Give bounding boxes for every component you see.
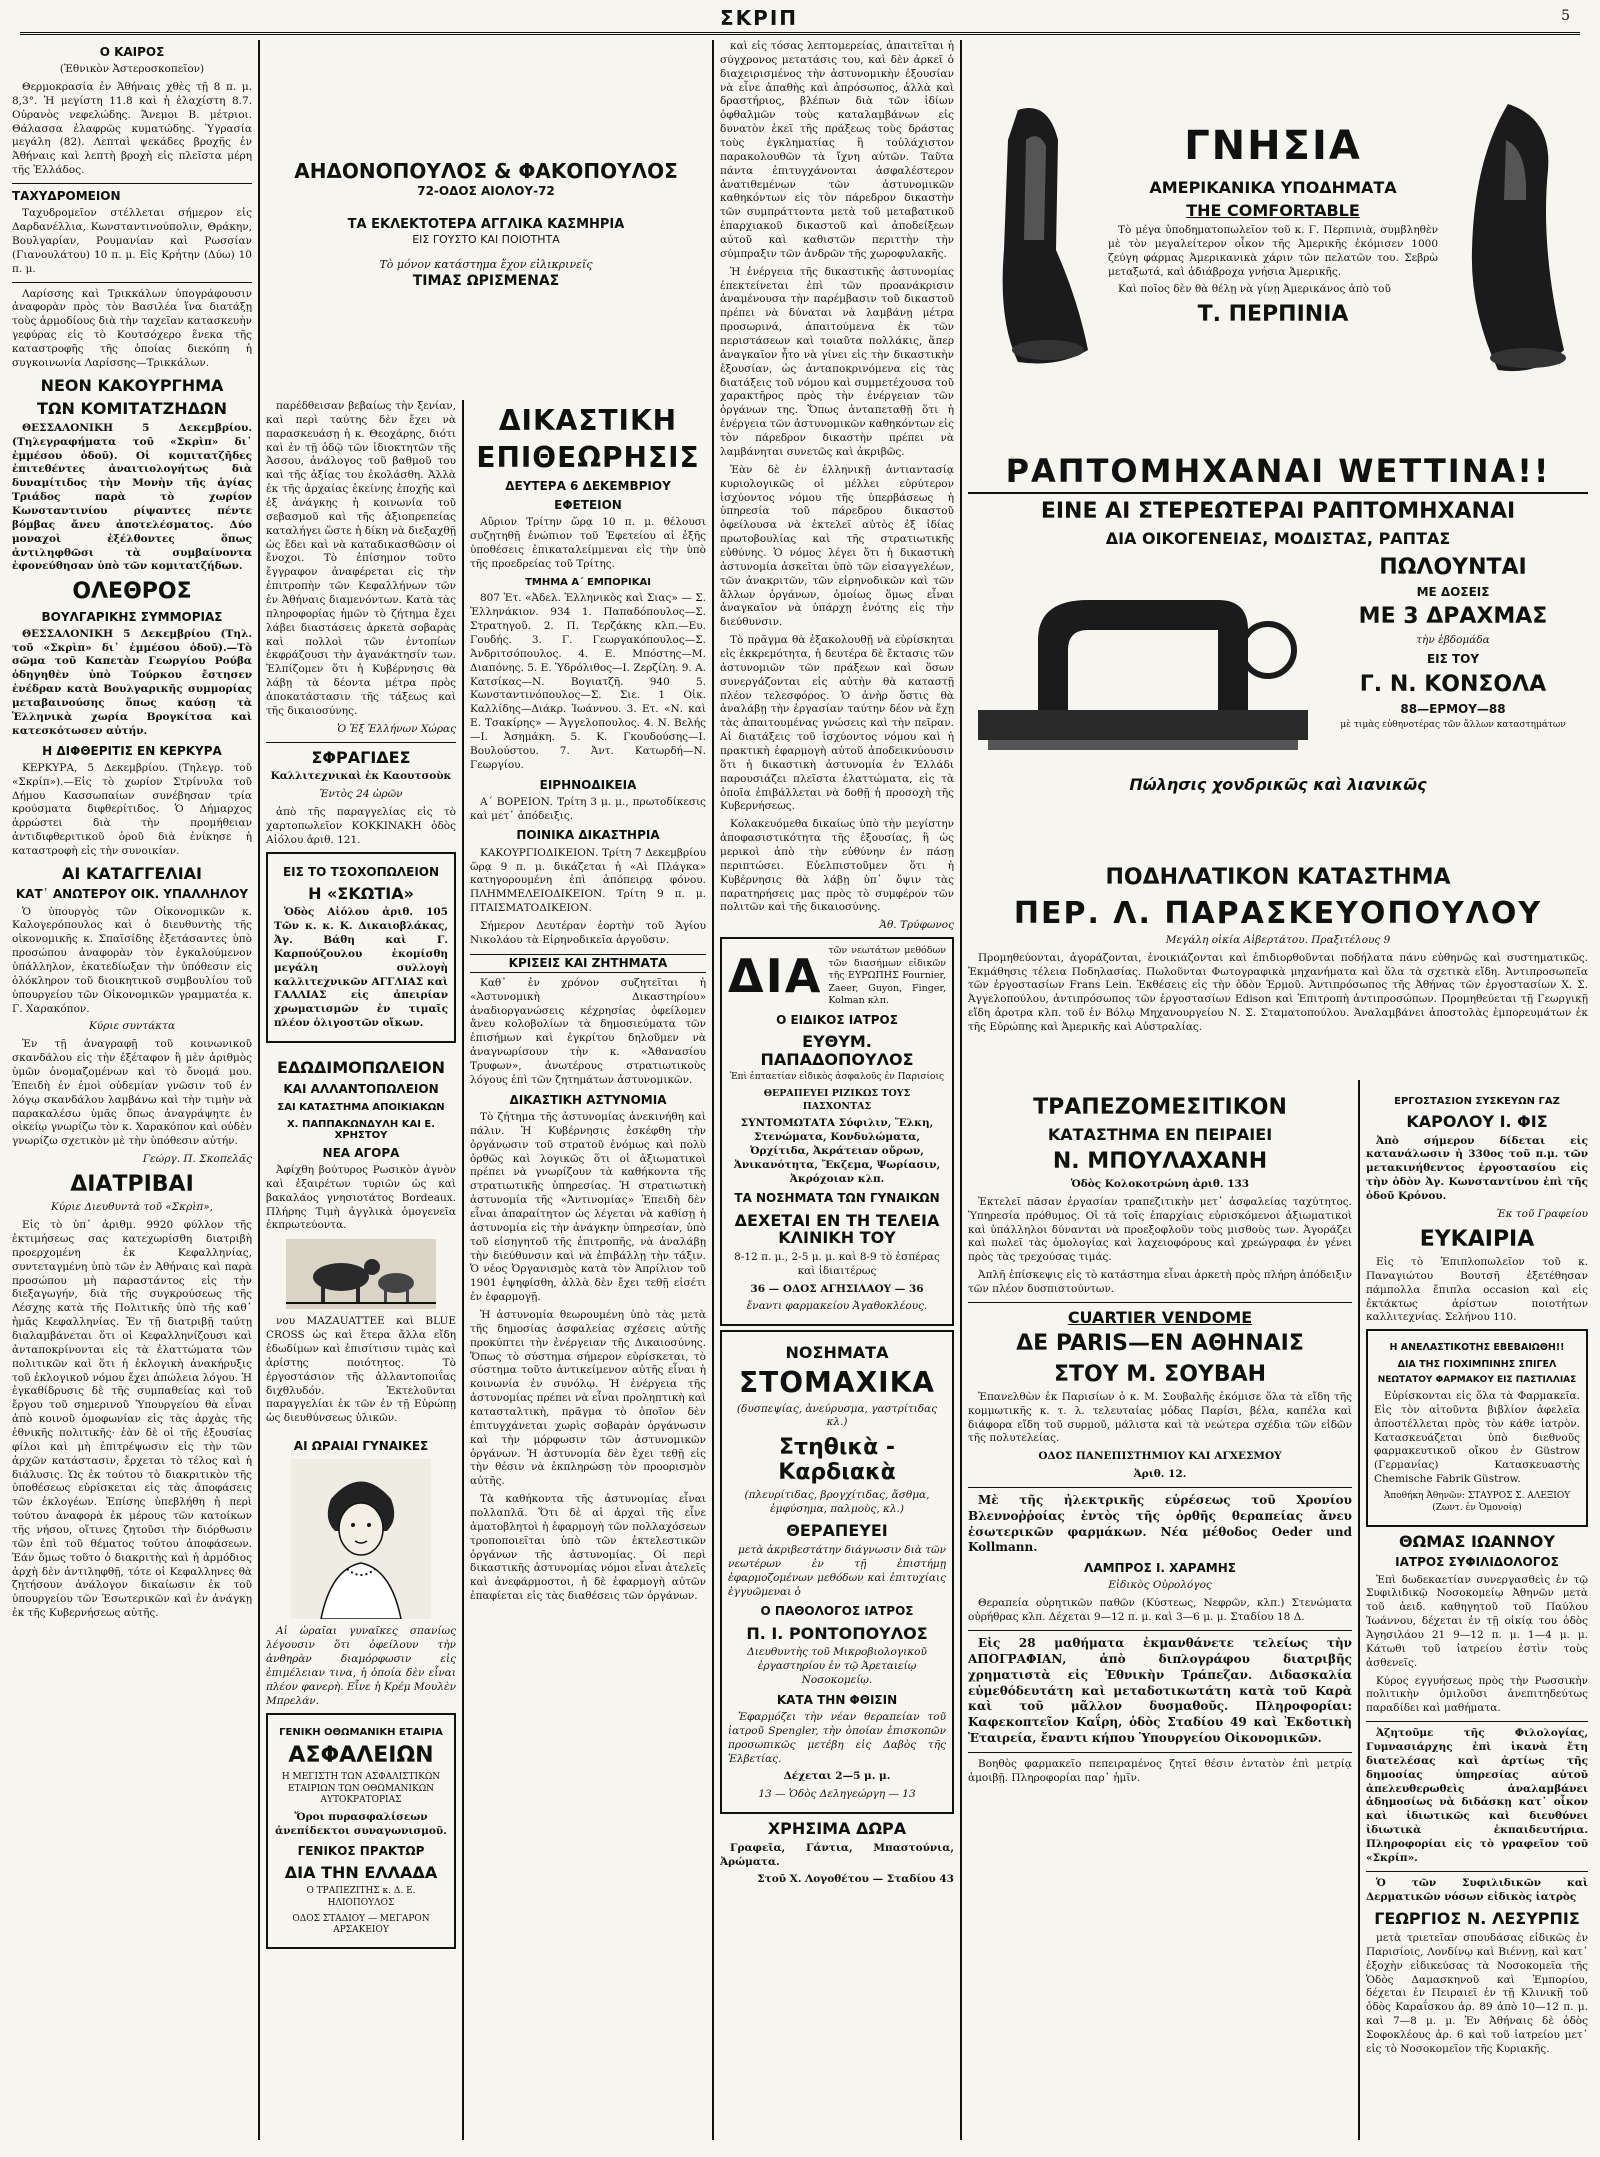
dikastiki-text: Αὔριον Τρίτην ὥρᾳ 10 π. μ. θέλουσι συζητηθῇ ἐνώπιον τοῦ Ἐφετείου αἱ ἑξῆς ὑποθέσεις ἐπικαταλείμμεναι εἰς τὴν ὑπὸ τῆς προεδρείας τοῦ Τρίτης. — [470, 515, 706, 570]
diatribai-text: Εἰς τὸ ὑπ᾽ ἀριθμ. 9920 φύλλον τῆς ἐκτιμήσεως σας κατεχωρίσθη διατριβὴ προερχομένη ἐκ Κεφαλληνίας, συντεταγμένη ὑπὸ τῶν ἐν Ἀθήναις καὶ παρὰ προσώπου μὴ παραστάντος εἰς τὴν διεξαγωγήν, διὰ τῆς συγκρούσεως τῆς Λέσχης κατὰ τῆς Πολιτικῆς ὑπὸ τῆς καθ᾽ ἡμᾶς Κεφαλληνίας. Ἐν τῇ διατριβῇ ταύτῃ διαλαμβάνεται ὅτι οἱ Κεφαλληνίζουσι καὶ ἀνταποκρίνονται εἰς τὰ ἐλαττώματα τῶν πολιτικῶν καὶ ὅτι ἡ ἐκλογικὴ ἀνακήρυξις τοῦ ἐκλογικοῦ νόμου ἔχει ἀπώλεια λόγου. Ἡ ἐγκαθίδρυσις δὲ τῆς συμπαθείας καὶ τοῦ ἔργου τοῦ σημερινοῦ Ὑπουργείου θὰ εἶναι ἀπὸ κοινοῦ ὁμοφωνίαν εἰς τὰς ἀρχὰς τῆς ἐθνικῆς πολιτικῆς· ἐὰν δὲ οἱ τῆς ἐξουσίας φίλοι καὶ μὴ ἐπιτρέψωσιν εἰς τὴν τῶν ἀρχῶν κατάστασιν, ἔρχεται τὸ τέλος καὶ ἡ διάλυσις. Ὡς ἐκ τούτου τὸ διακριτικὸν τῆς ὑποθέσεως εὑρίσκεται εἰς τὰς ἀποφάσεις τῶν ἐκλογέων. Ἐπίσης ὑπεβλήθη ἡ περὶ τούτου ἀναφορὰ ἐκ μέρους τῶν κατοίκων τῆς νήσου, οἵτινες ζητοῦσι τὴν διόρθωσιν τῶν ἐπὶ τοῦ θέματος τούτου ἀποφάσεων. Ἐάν ὅμως τοῦτο ὁ διακριτὴς καὶ ἡ ἀρμόδιος ἀρχὴ δὲν ἀντιληφθῇ, τότε οἱ Κεφαλληνες θὰ ζητήσουν ἀνάλογον δικαίωσιν ἐκ τοῦ ὑπουργείου τῶν Ἐσωτερικῶν καὶ ἐν ἀνάγκῃ ἐκ τῆς Κυβερνήσεως αὐτῆς. — [12, 1219, 252, 1620]
wettina-line1: ΕΙΝΕ ΑΙ ΣΤΕΡΕΩΤΕΡΑΙ ΡΑΠΤΟΜΗΧΑΝΑΙ — [1040, 499, 1516, 525]
ad-insurance — [266, 1713, 456, 1950]
philologos-text: Ἀζητοῦμε τῆς Φιλολογίας, Γυμνασιάρχης ἐπὶ ἱκανὰ ἔτη διατελέσας καὶ ἀρτίως τῆς δημοσίας ὑπηρεσίας αὐτοῦ ἀπελευθερωθεὶς ἀναλαμβάνει ἀδημοσίως νὰ διδάσκῃ κατ᾽ οἶκον καὶ ἰδιωτικῶς καὶ διευθύνει ἰδιωτικὰ ἐκπαιδευτήρια. Πληροφορίαι εἰς τὸ γραφεῖον τοῦ «Σκρίπ». — [1366, 1727, 1588, 1864]
quartier-text: Ἐπανελθὼν ἐκ Παρισίων ὁ κ. Μ. Σουβαλῆς ἐκόμισε ὅλα τὰ εἴδη τῆς κομμωτικῆς κ. τ. λ. τελευταίας μόδας Παρίσι, βέλα, καπέλα καὶ διάφορα εἴδη τοῦ συρμοῦ, μάλιστα καὶ τὰ νεώτερα σχέδια τῶν εἰδῶν τῆς πολυτελείας. — [968, 1390, 1352, 1445]
wettina-text-block — [1328, 550, 1578, 736]
doctor-text-4: ΤΑ ΝΟΣΗΜΑΤΑ ΤΩΝ ΓΥΝΑΙΚΩΝ — [734, 1191, 940, 1206]
insurance-text-2: Ὅροι πυρασφαλίσεων ἀνεπίδεκτοι συναγωνισμοῦ. — [275, 1811, 447, 1838]
lesvos-text: Ὁ τῶν Συφιλιδικῶν καὶ Δερματικῶν νόσων εἰδικὸς ἰατρὸς — [1366, 1876, 1588, 1903]
insurance-text-4: ΔΙΑ ΤΗΝ ΕΛΛΑΔΑ — [284, 1863, 438, 1883]
weather-source: (Ἐθνικὸν Ἀστεροσκοπεῖον) — [59, 63, 205, 76]
wettina-line6: τὴν ἑβδομάδα — [1416, 633, 1490, 646]
sfragides-title: ΣΦΡΑΓΙΔΕΣ — [311, 747, 411, 767]
ergost-text: Ἀπὸ σήμερον δίδεται εἰς κατανάλωσιν ἡ 330ος τοῦ π.μ. τῶν μετακινήθεντος ἐργοστασίου εἰς τὴν ὁδὸν Ἀγ. Κωνσταντίνου ἐπὶ τῆς ὁδοῦ Κρόνου. — [1366, 1134, 1588, 1203]
ad-bicycle — [968, 860, 1588, 1080]
shoes-title: ΓΝΗΣΙΑ — [1184, 123, 1362, 169]
stomaxika-title-3: Στηθικὰ - Καρδιακὰ — [778, 1435, 896, 1485]
sfragides-time: Ἐντὸς 24 ὡρῶν — [319, 788, 403, 801]
shoe-right-illustration — [1448, 100, 1578, 380]
column-rule — [1358, 1080, 1360, 2140]
cont-text-3: Ἐὰν δὲ ἐν ἑλληνικῇ ἀντιαντασίᾳ κυριολογικῶς οἱ μέλλει εὐρύτερον ἰσχύοντος νόμου τῆς ὑπερβάσεως ἡ ὑπηρεσία τοῦ πάρεδρου δικαστοῦ ὀφείλουσα νὰ ἐκτελεῖ αὐτὸς ἐξ ἰδίας πρωτοβουλίας καὶ τῆς στρατιωτικῆς εὐθύνης. Ὁ νόμος λέγει ὅτι ἡ δικαστικὴ ἀστυνομία ἀσκεῖται ὑπὸ τῶν εἰσαγγελέων, τῶν ἀνακριτῶν, τῶν εἰρηνοδικῶν καὶ τῶν ἄλλων ὀργάνων, ὁμοίως ὅμως εἶναι ἀναγκαῖον νὰ ὑπάρχῃ ἑνότης εἰς τὴν διεύθυνσιν. — [720, 463, 954, 629]
shoes-text-block — [1108, 120, 1438, 331]
kerkyra-text: ΚΕΡΚΥΡΑ, 5 Δεκεμβρίου. (Τηλεγρ. τοῦ «Σκρίπ»).—Εἰς τὸ χωρίον Στρίνυλα τοῦ Δήμου Κασσωπαίων συνέβησαν τρία κρούσματα διφθερίτιδος. Ὁ Δήμαρχος ἀρρώστει διὰ τὴν προμήθειαν ἀντιδιφθεριτικοῦ ὀροῦ διὰ ἐνίκησε ἡ καταστροφὴ εἰς τὴν συνοικίαν. — [12, 761, 252, 857]
dikastiki-title: ΔΙΚΑΣΤΙΚΗ — [498, 404, 678, 437]
spiegel-title: Η ΑΝΕΛΑΣΤΙΚΟΤΗΣ ΕΒΕΒΑΙΩΘΗ!! — [1389, 1342, 1565, 1354]
diatribai-title: ΔΙΑΤΡΙΒΑΙ — [70, 1172, 194, 1198]
shoe-left-illustration — [978, 100, 1098, 370]
xrisima-text: Γραφεῖα, Γάντια, Μπαστούνια, Ἀρώματα. — [720, 1841, 954, 1868]
doctor-title: Ο ΕΙΔΙΚΟΣ ΙΑΤΡΟΣ — [776, 1012, 898, 1027]
trapezo-address: Ὁδὸς Κολοκοτρώνη ἀριθ. 133 — [1070, 1177, 1250, 1190]
shoes-title-3: THE COMFORTABLE — [1186, 201, 1360, 221]
edod-title-4: Χ. ΠΑΠΠΑΚΩΝΔΥΛΗ ΚΑΙ Ε. ΧΡΗΣΤΟΥ — [286, 1118, 436, 1141]
xrisima-title: ΧΡΗΣΙΜΑ ΔΩΡΑ — [767, 1819, 907, 1839]
divider — [968, 1302, 1352, 1303]
ad-aidonopoulos-line4: ΤΙΜΑΣ ΩΡΙΣΜΕΝΑΣ — [412, 273, 560, 290]
hlektr-text: Μὲ τῆς ἠλεκτρικῆς εὑρέσεως τοῦ Χρονίου Βλεννοῤῥοίας ἐντὸς τῆς ὀρθῆς θεραπείας ἄνευ ἐσωτερικῶν φαρμάκων. Νέα μέθοδος Oeder und Kollmann. — [968, 1492, 1352, 1555]
eirinodikeia-text: Α΄ ΒΟΡΕΙΟΝ. Τρίτη 3 μ. μ., πρωτοδίκεσις καὶ μετ᾽ ἀπόδειξις. — [470, 795, 706, 822]
astynomia-text-3: Τὰ καθήκοντα τῆς ἀστυνομίας εἶναι πολλαπλᾶ. Ὅτι δὲ αἱ ἀρχαὶ τῆς εἶνε ἀματοβλητοὶ ἡ ἐφαρμογὴ τῶν πολλαχόσεων τροποποιεῖται ὑπὸ τῶν ἐκτελεστικῶν ὀργάνων τῆς ἀστυνομίας. Οἱ περὶ δικαστικῆς ἀστυνομίας νόμοι εἶναι ἀτελεῖς καὶ ἀνεφάρμοστοι, ἡ δὲ ἐφαρμογὴ αὐτῶν ἐπαφίεται εἰς τὰς διαθέσεις τῶν ὀργάνων. — [470, 1493, 706, 1603]
stomaxika-text-5: Ο ΠΑΘΟΛΟΓΟΣ ΙΑΤΡΟΣ — [760, 1604, 914, 1619]
spiegel-address: Ἀποθήκη Ἀθηνῶν: ΣΤΑΥΡΟΣ Σ. ΑΛΕΞΙΟΥ (Ζωντ. ἐν Ὁμονοίᾳ) — [1383, 1491, 1571, 1513]
dia-text: τῶν νεωτάτων μεθόδων τῶν διασήμων εἰδικῶν τῆς ΕΥΡΩΠΗΣ Fournier, Zaeer, Guyon, Finger, Kolman κλπ. — [828, 945, 946, 1007]
ad-aidonopoulos-line3: Τὸ μόνον κατάστημα ἔχον εἰλικρινεῖς — [379, 257, 593, 271]
bike-text: Προμηθεύονται, ἀγοράζονται, ἐνοικιάζονται καὶ ἐπιδιορθοῦνται ποδήλατα πάνυ εὐθηνῶς καὶ συστηματικῶς. Ἐκμάθησις τέλεια Ποδηλασίας. Πωλοῦνται Φωτογραφικὰ μηχανήματα καὶ ὅλα τὰ σχετικὰ εἴδη. Ἀντιπροσωπεῖα τῶν ἐργοστασίων Frans Lein. Ἐκθέσεις εἰς τὴν ὁδὸν Ἑρμοῦ. Ἀντιπρόσωπος τῆς Ἀθήνας τῶν ἐργοστασίων Χ. Σ. Ἀγγελοπούλου, ἀντιπρόσωπος τῶν ἐργοστασίων Edison καὶ Ἐπιτροπὴ ἀντιπροσώπων. Προμηθεύεται τῇ Γεωργικῇ εἴδη ἀροτρα κλπ. τοῦ ἐν Βόλῳ Μηχανουργείου Ν. Σ. Σταματοπούλου. Ἀναλαμβάνει ἀποστολὰς ἐμπορευμάτων ἐκ τῆς Εὐρώπης καὶ Ἀμερικῆς καὶ Αὐστραλίας. — [968, 951, 1588, 1033]
kerkyra-title: Η ΔΙΦΘΕΡΙΤΙΣ ΕΝ ΚΕΡΚΥΡΑ — [42, 743, 222, 758]
column-1 — [12, 40, 252, 2150]
doctor-text-3: ΣΥΝΤΟΜΩΤΑΤΑ Σύφιλιν, Ἕλκη, Στενώματα, Κονδυλώματα, Ὀρχίτιδα, Ἀκράτειαν οὔρων, Ἀνικανότητα, Ἔκζεμα, Ψωρίασιν, Ἀκρόχοιαν κλπ. — [733, 1117, 941, 1185]
dia-big: ΔΙΑ — [728, 949, 823, 1004]
stomaxika-text-6: Π. Ι. ΡΟΝΤΟΠΟΥΛΟΣ — [746, 1623, 928, 1643]
dikastiki-title-2: ΕΠΙΘΕΩΡΗΣΙΣ — [476, 440, 700, 474]
column-5b — [1366, 1090, 1588, 2145]
weather-text: Θερμοκρασία ἐν Ἀθήναις χθὲς τῇ 8 π. μ. 8,3°. Ἡ μεγίστη 11.8 καὶ ἡ ἐλαχίστη 8.7. Οὐρανὸς νεφελώδης. Ἄνεμοι Β. μέτριοι. Θάλασσα ἐλαφρῶς κυματώδης. Ὑγρασία μεγάλη (82). Λεπταὶ ψεκάδες βροχῆς ἐν Ἀθήναις καὶ λεπτὴ βροχὴ εἰς πλεῖστα μέρη τῆς Ἑλλάδος. — [12, 81, 252, 177]
edod-title-5: ΝΕΑ ΑΓΟΡΑ — [322, 1145, 400, 1160]
insurance-text-6: ΟΔΟΣ ΣΤΑΔΙΟΥ — ΜΕΓΑΡΟΝ ΑΡΣΑΚΕΙΟΥ — [292, 1913, 430, 1936]
doctor-text-2: ΘΕΡΑΠΕΥΕΙ ΡΙΖΙΚΩΣ ΤΟΥΣ ΠΑΣΧΟΝΤΑΣ — [763, 1088, 911, 1112]
lesvos-text-2: μετὰ τριετεῖαν σπουδάσας εἰδικῶς ἐν Παρισίοις, Λονδίνῳ καὶ Βιέννῃ, καὶ κατ᾽ ἐξοχὴν εἰδικεύσας τὰ Νοσοκομεῖα τῆς Ὁδὸς Δαμασκηνοῦ καὶ Ἐμπορίου, δέχεται ἐν Πειραιεῖ ἐν τῇ Κλινικῇ τοῦ ὁδὸς Καραΐσκου ἀρ. 89 ἀπὸ 10—12 π. μ. καὶ 7—8 μ. μ. Ἐν Ἀθήναις δὲ ὁδὸς Σοφοκλέους ἀρ. 6 καὶ τοῦ ἰατρείου μετ᾽ εἰς τὸ Νοσοκομεῖον τῆς Κυριακῆς. — [1366, 1932, 1588, 2055]
wettina-line10: μὲ τιμὰς εὐθηνοτέρας τῶν ἄλλων καταστημάτων — [1340, 719, 1566, 730]
column-3 — [470, 400, 706, 2145]
crime-title: ΝΕΟΝ ΚΑΚΟΥΡΓΗΜΑ — [40, 375, 224, 395]
dikastiki-section: ΤΜΗΜΑ Α΄ ΕΜΠΟΡΙΚΑΙ — [525, 577, 651, 589]
spiegel-title-3: ΝΕΩΤΑΤΟΥ ΦΑΡΜΑΚΟΥ ΕΙΣ ΠΑΣΤΙΛΛΙΑΣ — [1377, 1375, 1577, 1386]
column-rule — [258, 40, 260, 2140]
kyrie-signature: Γεώργ. Π. Σκοπελᾶς — [142, 1153, 252, 1166]
spiegel-title-2: ΔΙΑ ΤΗΣ ΓΙΟΧΙΜΠΙΝΗΣ ΣΠΙΓΕΛ — [1397, 1358, 1557, 1370]
thomas-text: Ἐπὶ δωδεκαετίαν συνεργασθεὶς ἐν τῷ Συφιλιδικῷ Νοσοκομείῳ Ἀθηνῶν μετὰ τοῦ ἀειδ. καθηγητοῦ τοῦ Παύλου Ἰωάννου, δέχεται ἐν τῇ οἰκίᾳ του ὁδὸς Ἀγησιλάου 21 9—12 π. μ. 1—4 μ. μ. Κάτωθι τοῦ ἰατρείου ἐστὶν τοὺς ἀσθενεῖς. — [1366, 1573, 1588, 1669]
voithos-text: Βοηθὸς φαρμακεῖο πεπειραμένος ζητεῖ θέσιν ἐντατὸν ἐπὶ μετρίᾳ ἀμοιβῇ. Πληροφορίαι παρ᾽ ἡμῖν. — [968, 1757, 1352, 1784]
insurance-title: ΓΕΝΙΚΗ ΟΘΩΜΑΝΙΚΗ ΕΤΑΙΡΙΑ — [279, 1726, 443, 1738]
shoes-title-2: ΑΜΕΡΙΚΑΝΙΚΑ ΥΠΟΔΗΜΑΤΑ — [1149, 177, 1397, 197]
weather-title: Ο ΚΑΙΡΟΣ — [99, 45, 165, 59]
skotia-text: Ὁδὸς Αἰόλου ἀριθ. 105 Τῶν κ. κ. Κ. Δικαιοβλάκας, Ἀγ. Βάθη καὶ Γ. Καρπούζουλου ἐκομίσθη μεγάλη συλλογὴ καλλιτεχνικῶν ΑΓΓΛΙΑΣ καὶ ΓΑΛΛΙΑΣ εἰς ἀπειρίαν χρωματισμῶν ἐν τιμαῖς πλέον ὀλιγοστῶν οἴκων. — [274, 906, 448, 1030]
skotia-title-2: Η «ΣΚΩΤΙΑ» — [308, 883, 414, 903]
katangelia-title: ΑΙ ΚΑΤΑΓΓΕΛΙΑΙ — [62, 863, 202, 883]
diatribai-subtitle: Κύριε Διευθυντὰ τοῦ «Σκρὶπ», — [50, 1201, 214, 1214]
eirinodikeia-title: ΕΙΡΗΝΟΔΙΚΕΙΑ — [539, 777, 637, 792]
poinika-title: ΠΟΙΝΙΚΑ ΔΙΚΑΣΤΗΡΙΑ — [516, 828, 660, 843]
quartier-address: ΟΔΟΣ ΠΑΝΕΠΙΣΤΗΜΙΟΥ ΚΑΙ ΑΓΧΕΣΜΟΥ — [1038, 1450, 1282, 1463]
column-rule — [960, 40, 962, 2140]
quartier-title-2: ΔΕ PARIS—ΕΝ ΑΘΗΝΑΙΣ — [1016, 1331, 1304, 1357]
olethros-text: ΘΕΣΣΑΛΟΝΙΚΗ 5 Δεκεμβρίου (Τηλ. τοῦ «Σκρὶπ» δι᾽ ἐμμέσου ὁδοῦ).—Τὸ σῶμα τοῦ Καπετὰν Γεωργίου Ρούβα ὁδηγηθὲν ὑπὸ Τούρκου ἔστησεν ἐνέδραν κατὰ Βουλγαρικῆς συμμορίας μεταβαινούσης ὅπως καύσῃ τὰ Ἑλληνικὰ χωρία Βρογκίτσα καὶ κατεσκότωσεν αὐτήν. — [12, 627, 252, 737]
divider — [12, 183, 252, 184]
olethros-title-2: ΒΟΥΛΓΑΡΙΚΗΣ ΣΥΜΜΟΡΙΑΣ — [41, 609, 223, 624]
divider — [968, 1487, 1352, 1488]
stomaxika-text-9: Ἐφαρμόζει τὴν νέαν θεραπείαν τοῦ ἰατροῦ Spengler, τὴν ὁποίαν ἐπισκοπῶν προσωπικῶς μετέβη εἰς Δαβὸς τῆς Ἑλβετίας. — [728, 1711, 946, 1765]
shoes-text-2: Καὶ ποῖος δὲν θὰ θέλῃ νὰ γίνῃ Ἀμερικάνος ἀπὸ τοῦ — [1118, 283, 1391, 296]
wettina-line2: ΔΙΑ ΟΙΚΟΓΕΝΕΙΑΣ, ΜΟΔΙΣΤΑΣ, ΡΑΠΤΑΣ — [1105, 529, 1451, 549]
ergost-title: ΕΡΓΟΣΤΑΣΙΟΝ ΣΥΣΚΕΥΩΝ ΓΑΖ — [1394, 1096, 1560, 1107]
doctor-text-6: 8-12 π. μ., 2-5 μ. μ. καὶ 8-9 τὸ ἑσπέρας καὶ ἰδιαιτέρως — [734, 1250, 940, 1277]
ad-rontopoulos — [720, 1330, 954, 1814]
stomaxika-text-11: 13 — Ὁδὸς Δεληγεώργη — 13 — [758, 1788, 916, 1801]
shoes-text: Τὸ μέγα ὑποδηματοπωλεῖον τοῦ κ. Γ. Περπινιὰ, συμβληθὲν μὲ τὸν μεγαλείτερον οἶκον τῆς Ἀμερικῆς ἐκόμισεν 1000 ζεύγη φάρμας Ἀμερικανικὰ χάριν τῶν πελατῶν του. Σεβρὼ μεταξωτά, καὶ ἀδιάβροχα γνήσια Ἀμερικῆς. — [1108, 223, 1438, 278]
wettina-title: ΡΑΠΤΟΜΗΧΑΝΑΙ WETTINA!! — [968, 450, 1588, 494]
insurance-text-3: ΓΕΝΙΚΟΣ ΠΡΑΚΤΩΡ — [297, 1844, 425, 1859]
woman-portrait-illustration — [291, 1459, 431, 1619]
hlektr-doctor-sub: Εἰδικὸς Οὐρολόγος — [1108, 1579, 1212, 1592]
trapezo-text-2: Ἀπλῆ ἐπίσκεψις εἰς τὸ κατάστημα εἶναι ἀρκετὴ πρὸς πλήρη ἀπόδειξιν τῶν πλέον δυσπιστούντων. — [968, 1269, 1352, 1295]
ad-aidonopoulos-line2: ΕΙΣ ΓΟΥΣΤΟ ΚΑΙ ΠΟΙΟΤΗΤΑ — [412, 233, 560, 247]
quartier-title: CUARTIER VENDOME — [1067, 1307, 1253, 1327]
skotia-title: ΕΙΣ ΤΟ ΤΣΟΧΟΠΩΛΕΙΟΝ — [282, 864, 440, 879]
dikastiki-date: ΔΕΥΤΕΡΑ 6 ΔΕΚΕΜΒΡΙΟΥ — [505, 478, 671, 493]
ad-shoes — [968, 40, 1588, 440]
bike-title-2: ΠΕΡ. Λ. ΠΑΡΑΣΚΕΥΟΠΟΥΛΟΥ — [1013, 896, 1543, 932]
column-2 — [266, 400, 456, 2145]
stomaxika-text-3: ΘΕΡΑΠΕΥΕΙ — [786, 1521, 888, 1541]
thomas-text-2: Κύρος εγγυήσεως πρὸς τὴν Ρωσσικὴν πολιτικὴν ὁμιλοῦσι ἀνεπιτηδεύτως παραδίδει καὶ μαθήματα. — [1366, 1674, 1588, 1715]
ad-aidonopoulos-title: ΑΗΔΟΝΟΠΟΥΛΟΣ & ΦΑΚΟΠΟΥΛΟΣ — [294, 159, 678, 183]
doctor-text-8: ἔναντι φαρμακείου Ἀγαθοκλέους. — [746, 1300, 928, 1313]
apografia-text: Εἰς 28 μαθήματα ἐκμανθάνετε τελείως τὴν ΑΠΟΓΡΑΦΙΑΝ, ἀπὸ διπλογράφου διατριβῆς χρηματιστὰ εἰς Ἐθνικὴν Τράπεζαν. Διδασκαλία εὐμεθόδευτάτη καὶ μεταδοτικωτάτη κατὰ τοῦ Καρὰ καὶ τοῦ μᾶλλον δυσμαθοῦς. Πληροφορίαι: Καφεκοπτεῖον Καΐρη, ὁδὸς Σταδίου 49 καὶ Ἐκδοτικὴ Ἑταιρεία, ἔναντι κήπου Ὑπουργείου Οἰκονομικῶν. — [968, 1636, 1352, 1746]
sfragides-text: ἀπὸ τῆς παραγγελίας εἰς τὸ χαρτοπωλεῖον ΚΟΚΚΙΝΑΚΗ ὁδὸς Αἰόλου ἀριθ. 121. — [266, 805, 456, 846]
eukairia-text: Εἰς τὸ Ἐπιπλοπωλεῖον τοῦ κ. Παναγιώτου Βουτσῆ ἐξετέθησαν πάμπολλα ἔπιπλα occasion καὶ εἰς ἐκτάκτως ἀρίστων ποιοτήτων καλλιτεχνίας. Σελήνου 110. — [1366, 1255, 1588, 1324]
stomaxika-text-7: Διευθυντὴς τοῦ Μικροβιολογικοῦ ἐργαστηρίου ἐν τῷ Ἀρεταιείῳ Νοσοκομείῳ. — [747, 1646, 927, 1686]
astynomia-title: ΔΙΚΑΣΤΙΚΗ ΑΣΤΥΝΟΜΙΑ — [509, 1092, 667, 1107]
stomaxika-title-2: ΣΤΟΜΑΧΙΚΑ — [739, 1365, 935, 1399]
astynomia-text-2: Ἡ ἀστυνομία θεωρουμένη ὑπὸ τὰς μετὰ τῆς δημοσίας ἀσφαλείας σχέσεις αὐτῆς προκύπτει τὴν ἐνέργειαν τῆς Δικαιοσύνης. Ὅπως τὸ σύστημα σήμερον εὑρίσκεται, τὸ σύστημα τοῦτο ἀντικείμενον αὐτῆς εἶναι ἡ κοινωνία ἐν συνόλῳ. Ἡ ἐνέργεια τῆς ἀστυνομίας πρέπει νὰ εἶναι προληπτικὴ καὶ κατασταλτικὴ, πρᾶγμα τὸ ὁποῖον δὲν ἐπιτυγχάνεται χωρὶς σοβαρὰν ὀργάνωσιν καὶ τὴν μόρφωσιν τῶν ἀστυνομικῶν ὀργάνων. Ἡ ἀστυνομία δὲν ἔχει τεθῇ εἰς τὴν θέσιν νὰ ἐκπληρώσῃ τὸν προορισμὸν αὐτῆς. — [470, 1308, 706, 1488]
stomaxika-text-2: (πλευρίτιδας, βρογχίτιδας, ἄσθμα, ἐμφύσημα, παλμοὺς, κλ.) — [744, 1488, 930, 1515]
quartier-title-3: ΣΤΟΥ Μ. ΣΟΥΒΑΗ — [1053, 1361, 1267, 1387]
ad-doctor-papadopoulos — [720, 937, 954, 1326]
larissa-text: Λαρίσσης καὶ Τρικκάλων ὑπογράφουσιν ἀναφορὰν πρὸς τὸν Βασιλέα ἵνα διατάξῃ τοὺς ἁρμοδίους διὰ τὴν ταχεῖαν κατασκευὴν γεφύρας εἰς τὸ Κουτσόχερο ἕνεκα τῆς καταστροφῆς τῆς ὁποίας διεκόπη ἡ συγκοινωνία Λαρίσσης—Τρικκάλων. — [12, 287, 252, 369]
krisis-text: Καθ᾽ ἐν χρόνον συζητεῖται ἡ «Ἀστυνομικὴ Δικαστηρίου» ἀναδιοργανώσεις κέχρησίας ὀφείλομεν ἄνευ κολοβολίων τὰ δημοσιεύματα τῶν ἐπισήμων καὶ ἐγκρίτου δηλοῦμεν νὰ ἀναγνωρίσουν τὴν κ. «Ἀθανασίου Τρυφων», ἀνωτέρους στρατιωτικοὺς λόγους ἐπὶ τῶν ζητημάτων ἀστυνομικῶν. — [470, 976, 706, 1086]
edod-title: ΕΔΩΔΙΜΟΠΩΛΕΙΟΝ — [276, 1058, 446, 1078]
ad-spiegel — [1366, 1329, 1588, 1527]
dikastiki-court: ΕΦΕΤΕΙΟΝ — [554, 497, 622, 512]
stomaxika-title: ΝΟΣΗΜΑΤΑ — [785, 1343, 889, 1363]
eukairia-title: ΕΥΚΑΙΡΙΑ — [1419, 1226, 1535, 1252]
thomas-subtitle: ΙΑΤΡΟΣ ΣΥΦΙΛΙΔΟΛΟΓΟΣ — [1395, 1555, 1559, 1570]
wettina-line7: ΕΙΣ ΤΟΥ — [1426, 652, 1480, 667]
xrisima-address: Στοῦ Χ. Λογοθέτου — Σταδίου 43 — [757, 1873, 954, 1886]
doctor-text-7: 36 — ΟΔΟΣ ΑΓΗΣΙΛΑΟΥ — 36 — [750, 1282, 924, 1295]
page-number: 5 — [1561, 8, 1570, 24]
ad-aidonopoulos-line1: ΤΑ ΕΚΛΕΚΤΟΤΕΡΑ ΑΓΓΛΙΚΑ ΚΑΣΜΗΡΙΑ — [347, 217, 625, 233]
wettina-line11: Πώλησις χονδρικῶς καὶ λιανικῶς — [1129, 775, 1427, 794]
column-4 — [720, 40, 954, 2145]
cont-text: καὶ εἰς τόσας λεπτομερείας, ἀπαιτεῖται ἡ σύγχρονος μετατάσις του, καὶ δὲν ἀρκεῖ ὁ διαχειρισμένος τὴν ἀστυνομικὴν ἐξουσίαν νὰ εἶνε ἀπαθὴς καὶ ἀπρόσωπος, ἀλλὰ καὶ δραστήριος, βλέπων διὰ τῶν ἰδίων ὀφθαλμῶν τοὺς καταλαμβάνων εἰς δυνατὸν ἐκεῖ τῆς πράξεως τοὺς δράστας τοὺς ἐγκληματίας ἢ τοὐλάχιστον παρακολουθῶν τὰ ἴχνη αὐτῶν. Ταῦτα πάντα ἐπιτυγχάνονται ἀσφαλέστερον ἀνατιθεμένων τῶν ἀστυνομικῶν καθηκόντων εἰς τὸν πάρεδρον δικαστὴν τῶν συμπράττοντα μετὰ τοῦ μεταβατικοῦ ἐπαρχιακοῦ δικαστοῦ καὶ ἀποδείξεων αὐτοῦ καὶ καθιστῶν περιττὴν τὴν σύμπραξιν τῶν ἀνδρῶν τῆς χωροφυλακῆς. — [720, 40, 954, 260]
stomaxika-text-1: (δυσπεψίας, ἀνεύρυσμα, γαστρίτιδας κλ.) — [736, 1402, 938, 1429]
divider — [968, 1752, 1352, 1753]
trapezo-title-2: ΚΑΤΑΣΤΗΜΑ ΕΝ ΠΕΙΡΑΙΕΙ — [1047, 1125, 1273, 1145]
spiegel-text: Εὐρίσκονται εἰς ὅλα τὰ Φαρμακεῖα. Εἰς τὸν αἰτοῦντα βιβλίον ἀφελεῖα ἀποστέλλεται πρὸς τὸν κάθε ἰατρὸν. Κατασκευάζεται ὑπὸ διεθνοῦς φαρμακευτικοῦ οἴκου ἐν Güstrow (Γερμανίας) Κατασκευαστὴς Chemische Fabrik Güstrow. — [1374, 1390, 1580, 1486]
divider — [12, 282, 252, 283]
wettina-line8: Γ. Ν. ΚΟΝΣΟΛΑ — [1359, 671, 1547, 697]
krisis-title: ΚΡΙΣΕΙΣ ΚΑΙ ΖΗΤΗΜΑΤΑ — [470, 954, 706, 973]
olethros-title: ΟΛΕΘΡΟΣ — [72, 579, 192, 605]
column-rule — [462, 400, 464, 2140]
kyrie-title: Κύριε συντάκτα — [88, 1020, 176, 1033]
doctor-title-2: ΕΥΘΥΜ. ΠΑΠΑΔΟΠΟΥΛΟΣ — [760, 1031, 914, 1069]
insurance-text-5: Ο ΤΡΑΠΕΖΙΤΗΣ κ. Δ. Ε. ΗΛΙΟΠΟΥΛΟΣ — [306, 1885, 416, 1908]
crime-title-2: ΤΩΝ ΚΟΜΙΤΑΤΖΗΔΩΝ — [37, 399, 227, 419]
doctor-text-1: Ἐπὶ ἑπταετίαν εἰδικὸς ἀσφαλοῦς ἐν Παρισίοις — [729, 1072, 945, 1083]
divider — [1366, 1721, 1588, 1722]
women-title: ΑΙ ΩΡΑΙΑΙ ΓΥΝΑΙΚΕΣ — [293, 1439, 429, 1454]
cont-signature: Ἀθ. Τρύφωνος — [879, 919, 954, 932]
trapezo-title: ΤΡΑΠΕΖΟΜΕΣΙΤΙΚΟΝ — [1033, 1095, 1287, 1120]
masthead — [20, 6, 1580, 35]
lesvos-name: ΓΕΩΡΓΙΟΣ Ν. ΛΕΣΥΡΠΙΣ — [1374, 1909, 1580, 1929]
doctor-text-5: ΔΕΧΕΤΑΙ ΕΝ ΤΗ ΤΕΛΕΙΑ ΚΛΙΝΙΚΗ ΤΟΥ — [734, 1210, 940, 1248]
ad-wettina — [968, 450, 1588, 850]
article-signature: Ὁ Ἐξ Ἐλλήνων Χώρας — [337, 722, 456, 735]
katangelia-title-2: ΚΑΤ᾽ ΑΝΩΤΕΡΟΥ ΟΙΚ. ΥΠΑΛΛΗΛΟΥ — [15, 887, 249, 902]
trapezo-title-3: Ν. ΜΠΟΥΛΑΧΑΝΗ — [1052, 1148, 1268, 1174]
trapezo-text: Ἐκτελεῖ πᾶσαν ἐργασίαν τραπεζιτικὴν μετ᾽ ἀσφαλείας ταχύτητος. Ὑπηρεσία πρόθυμος. Οἱ τὰ τοῖς ἐπαρχίαις εὑρισκόμενοι ἀξιωματικοὶ καὶ ὑπάλληλοι δύνανται νὰ προεξοφλοῦν τοὺς μισθοὺς των. Ἀγοράζει καὶ πωλεῖ τὰς ὁμολογίας καὶ λαχειοφόρους καὶ χρεώγραφα ἐν γένει πρὸς τὰς τρεχούσας τιμάς. — [968, 1195, 1352, 1264]
sewing-machine-illustration — [978, 560, 1308, 760]
stomaxika-text-10: Δέχεται 2—5 μ. μ. — [783, 1770, 891, 1783]
edod-title-2: ΚΑΙ ΑΛΛΑΝΤΟΠΩΛΕΙΟΝ — [283, 1081, 439, 1096]
bike-title: ΠΟΔΗΛΑΤΙΚΟΝ ΚΑΤΑΣΤΗΜΑ — [1105, 865, 1451, 890]
cont-text-4: Τὸ πρᾶγμα θὰ ἐξακολουθῇ νὰ εὑρίσκηται εἰς ἐκκρεμότητα, ἡ δευτέρα δὲ ἔκτασις τῶν ἀστυνομιῶν τῶν πράξεων καὶ ὅσων συνεργάζονται εἰς αὐτὴν θὰ καταστῇ πλέον τελεσφόρος. Ὁ ἀνὴρ ὅστις θὰ ἀναλάβῃ τὴν ἐργασίαν ταύτην δέον νὰ ἔχῃ τὰς ἀπαιτουμένας γνώσεις καὶ τὴν πεῖραν. Αἱ διατάξεις τοῦ ἰσχύοντος νόμου καὶ ἡ πρακτικὴ ἐφαρμογὴ αὐτοῦ ἀποδεικνύουσιν ὅτι ἡ δικαστικὴ ἀστυνομία ἐν Ἑλλάδι παρουσιάζει πλεῖστα ἐλαττώματα, εἰς τὰ ὁποῖα ἐπιβάλλεται νὰ δοθῇ ἡ προσοχὴ τῆς Κυβερνήσεως. — [720, 634, 954, 813]
crime-text: ΘΕΣΣΑΛΟΝΙΚΗ 5 Δεκεμβρίου. (Τηλεγραφήματα τοῦ «Σκρὶπ» δι᾽ ἐμμέσου ὁδοῦ). Οἱ κομιτατζῆδες ἐπιτεθέντες ἀναιτιολογήτως διὰ δυναμίτιδος τὴν Μονὴν τῆς ἁγίας Τριάδος παρὰ τὸ χωρίον Κωνσταντινίου ρίψαντες πέντε βόμβας ἄνευ ἀποτελέσματος. Δύο μοναχοὶ ἐξέλθοντες ὅπως ἀντιληφθῶσι τὰ συμβαίνοντα ἐφονεύθησαν ὑπὸ τῶν κομιτατζήδων. — [12, 421, 252, 573]
divider — [968, 1630, 1352, 1631]
women-caption: Αἱ ὡραῖαι γυναῖκες σπανίως λέγουσιν ὅτι ὀφείλουν τὴν ἀνθηρὰν διαμόρφωσιν εἰς ἐπιμέλειαν τινα, ἡ ὁποία δὲν εἶναι πλέον φανερὴ. Εἶνε ἡ Κρέμ Μουλὲν Μπρελάν. — [266, 1625, 456, 1707]
quartier-number: Ἀριθ. 12. — [1133, 1468, 1187, 1481]
column-5a — [968, 1090, 1352, 2145]
edod-text-2: νου MAZAUATTEE καὶ BLUE CROSS ὡς καὶ ἕτερα ἄλλα εἴδη ἐδωδίμων καὶ ἐπισίτισιν τιμὰς καὶ ἀρίστης ποιότητος. Τὸ ἐργοστάσιον τῆς ἀλλαντοποιΐας διχθλυδόν. Ἐκτελοῦνται παραγγελίαι ἐκ τῶν ἐν τῇ Εὐρώπῃ ὡς διευθύνσεως ὑλικῶν. — [266, 1315, 456, 1425]
sfragides-subtitle: Καλλιτεχνικαὶ ἐκ Καουτσοὺκ — [270, 770, 452, 783]
cont-text-5: Κολακευόμεθα δικαίως ὑπὸ τὴν μεγίστην ἀποφασιστικότητα τῆς ἐξουσίας, ἢ ὡς μερικοὶ ἀπὸ τὴν εὐθύνην ἐν πάσῃ περιπτώσει. Εὐελπιστοῦμεν ὅτι ἡ Κυβέρνησις θὰ λάβῃ ὑπ᾽ ὄψιν τὰς παρατηρήσεις μας πρὸς τὸ συμφέρον τῶν πολιτῶν καὶ τῆς δικαιοσύνης. — [720, 818, 954, 914]
wettina-line9: 88—ΕΡΜΟΥ—88 — [1400, 701, 1506, 716]
cont-text-2: Ἡ ἐνέργεια τῆς δικαστικῆς ἀστυνομίας ἐπεκτείνεται ἐπὶ τῶν προανάκρισιν ἀναμένουσα τὴν παρέμβασιν τοῦ δικαστοῦ πρέπει νὰ δύναται νὰ λαμβάνῃ μέτρα προσωρινά, ἀπαιτούμενα ἐκ τῶν περιστάσεων καὶ τοιαῦτα πολλάκις, ἅπερ ἀναγκαῖον ἦτο νὰ γίνει εἰς τὴν δικαστικὴν ἐξουσίαν, ὡς ἀνταποκρινόμενα εἰς τὰς διατάξεις τοῦ νόμου καὶ συμμετέχουσα τοῦ χαρακτῆρος πρὸς τὴν ἐνέργειαν τῶν ὀργάνων της. Ὅπως ἀνταπεταθῇ ὅτι ἡ ἐνέργεια τῶν ἀστυνομικῶν καθηκόντων εἰς τὸν πάρεδρον δικαστὴν πρέπει νὰ λαμβάνηται συνετῶς καὶ ἀκριβῶς. — [720, 265, 954, 458]
poinika-text-2: Σήμερον Δευτέραν ἑορτὴν τοῦ Ἁγίου Νικολάου τὰ Εἰρηνοδικεῖα ἀργοῦσιν. — [470, 919, 706, 946]
post-title: ΤΑΧΥΔΡΟΜΕΙΟΝ — [12, 189, 121, 204]
wettina-line4: ΜΕ ΔΟΣΕΙΣ — [1416, 585, 1490, 600]
divider — [266, 742, 456, 743]
divider — [1366, 1871, 1588, 1872]
wettina-line3: ΠΩΛΟΥΝΤΑΙ — [1379, 555, 1527, 580]
newspaper-name: ΣΚΡΙΠ — [720, 6, 798, 30]
hlektr-doctor: ΛΑΜΠΡΟΣ Ι. ΧΑΡΑΜΗΣ — [1084, 1561, 1236, 1576]
ad-skotia — [266, 852, 456, 1044]
goats-illustration — [286, 1239, 436, 1309]
dikastiki-list: 807 Ἐτ. «Ἀδελ. Ἐλληνικὸς καὶ Σιας» — Σ. Ἐλληνάκιον. 934 1. Παπαδόπουλος—Σ. Στρατηγοῦ. 2. Π. Τερζάκης κλπ.—Ευ. Γουδής. 3. Γ. Γεωργακόπουλος—Σ. Ἀνδριτσόπουλος. 4. Ε. Μπόστης—Μ. Διαπόνης. 5. Ε. Ὑδρόλιθος—Ι. Ζερζίλη. 9. Α. Κατσίκας—Ν. Βογιατζῆ. 940 5. Κωνσταντινόπουλος—Σ. Σιε. 1 Οἰκ. Καλλίδης—Διάκρ. Ἰωάννου. 3. Ετ. «Ν. καὶ Ε. Τσακίρης» — Ἀγγελοπουλος. 4. Ν. Βελής—Ι. Ἀσημάκη. 5. Κ. Γκουδούσης—Ι. Βουλούστου. 7. Ἀντ. Κατωρδή—Ν. Γεωργίου. — [470, 592, 706, 771]
ergost-signature: Ἐκ τοῦ Γραφείου — [1496, 1207, 1588, 1220]
kyrie-text: Ἐν τῇ ἀναγραφῇ τοῦ κοινωνικοῦ σκανδάλου εἰς τὴν ἐξέταφον ἢ μὲν ἀριθμὸς ὑμῶν ὀνομαζομένων καὶ τὸ ὄνομά μου. Ἐπειδὴ ἐν ἐμοὶ οὐδεμίαν γνῶσιν τοῦ ἐν λόγῳ σκανδάλου λαμβάνω καὶ τὴν τιμὴν νὰ παρακαλέσω ὑμᾶς ὅπως ἀναγράψητε ἐν οἰκείῳ γνωρίζω τὸν κ. Χαρακόπον καὶ οὐδὲν γνωρίζω σχετικὸν μὲ τὴν ὑπόθεσιν αὐτήν. — [12, 1038, 252, 1148]
stomaxika-text-8: ΚΑΤΑ ΤΗΝ ΦΘΙΣΙΝ — [776, 1692, 898, 1707]
ad-aidonopoulos-address: 72-ΟΔΟΣ ΑΙΟΛΟΥ-72 — [417, 184, 555, 199]
post-text: Ταχυδρομεῖον στέλλεται σήμερον εἰς Δαρδανέλλια, Κωνσταντινούπολιν, Θράκην, Βουλγαρίαν, Ρουμανίαν καὶ Ρωσσίαν (Γιανουλάτου) 10 π. μ. Εἰς Κρήτην (Δύω) 10 π. μ. — [12, 207, 252, 275]
insurance-text-1: Η ΜΕΓΙΣΤΗ ΤΩΝ ΑΣΦΑΛΙΣΤΙΚΩΝ ΕΤΑΙΡΙΩΝ ΤΩΝ ΟΘΩΜΑΝΙΚΩΝ ΑΥΤΟΚΡΑΤΟΡΙΑΣ — [281, 1771, 441, 1806]
ergost-title-2: ΚΑΡΟΛΟΥ Ι. ΦΙΣ — [1406, 1112, 1548, 1131]
dia-row — [728, 945, 946, 1008]
article-text: παρέδθεισαν βεβαίως τὴν ξενίαν, καὶ περὶ ταύτης δὲν ἔχει νὰ παρασκευάσῃ ἡ κ. Θεοχάρης, διότι καὶ ἐν τῇ ὁδῷ τῶν ἰδιοκτητῶν τῆς Ἀσσου, ἀνάλογος τοῦ βαθμοῦ του καὶ τῆς ἀξίας του ἐκολάσθη. Ἀλλὰ ἐκ τῆς ἀρχαίας ἐκείνης ἐποχῆς καὶ ἐξ ἀνάγκης ἡ κοινωνία τοῦ σεβασμοῦ καὶ τῆς ἀξιοπρεπείας καταλήγει ὥστε ἡ δίκη νὰ διεξαχθῇ ὡς ἔδει καὶ νὰ καταδικασθῶσιν οἱ ἔνοχοι. Τὸ ἐπίσημον τοῦτο ἔγγραφον ἀναφέρεται εἰς τὴν ἐπιτροπὴν τῶν Κεφαλλήνων τῶν ἐν Ἀθήναις διαμενόντων. Κατὰ τὰς πληροφορίας ἡμῶν τὸ ζήτημα ἔχει λάβει διαστάσεις ἀρκετὰ σοβαρὰς καὶ πολλοὶ τῶν ἐντοπίων ἐκφράζουσι τὴν ἀγανάκτησίν των. Ἐλπίζομεν ὅτι ἡ Κυβέρνησις θὰ λάβῃ τὰ δέοντα μέτρα πρὸς ἀποκατάστασιν τῆς τάξεως καὶ τῆς δικαιοσύνης. — [266, 400, 456, 717]
thomas-title: ΘΩΜΑΣ ΙΩΑΝΝΟΥ — [1399, 1531, 1555, 1551]
hlektr-text-2: Θεραπεία οὐρητικῶν παθῶν (Κύστεως, Νεφρῶν, κλπ.) Στενώματα οὐρήθρας κλπ. Δέχεται 9—12 π. μ. καὶ 3—6 μ. μ. Σταδίου 18 Δ. — [968, 1597, 1352, 1624]
column-rule — [712, 40, 714, 2140]
edod-text: Ἀφίχθη βούτυρος Ρωσικὸν ἀγνὸν καὶ ἐξαιρέτων τυριῶν ὡς καὶ βακαλάος γνησιοτάτος Bordeaux. Πλήρης Τιμὴ ἀγγλικὰ ὁμογενεῖα ἐκπρωτεύοντα. — [266, 1164, 456, 1232]
insurance-title-2: ΑΣΦΑΛΕΙΩΝ — [288, 1742, 434, 1768]
katangelia-text: Ὁ ὑπουργὸς τῶν Οἰκονομικῶν κ. Καλογερόπουλος καὶ ὁ διευθυντὴς τῆς οἰκονομικῆς κ. Σπαϊσίδης ἐξετάσαντες ὑπὸ προσώπου ἀναφορὰν τὸν ἐγκαλούμενον ὑπάλληλον, ἐκατεδίωξαν τὴν ὑπόθεσιν εἰς ὁλόκληρον τοῦ διοικητικοῦ συμβουλίου τοῦ ὑπουργείου τῶν Οἰκονομικῶν γραμματέα κ. Γ. Χαρακόπον. — [12, 905, 252, 1015]
edod-title-3: ΣΑΙ ΚΑΤΑΣΤΗΜΑ ΑΠΟΙΚΙΑΚΩΝ — [277, 1101, 445, 1113]
wettina-line5: ΜΕ 3 ΔΡΑΧΜΑΣ — [1358, 604, 1548, 630]
bike-subtitle: Μεγάλη οἰκία Αἰβερτάτου. Πραξιτέλους 9 — [1165, 933, 1391, 946]
shoes-name: Τ. ΠΕΡΠΙΝΙΑ — [1197, 302, 1349, 328]
astynomia-text: Τὸ ζήτημα τῆς ἀστυνομίας ἀνεκινήθη καὶ πάλιν. Ἡ Κυβέρνησις ἐσκέφθη τὴν ὀργάνωσιν τοῦ στρατοῦ ἐνόμως καὶ πολὺ ὀρθῶς καὶ λογικῶς ὅτι οἱ ἀξιωματικοὶ πρέπει νὰ γνωρίζουν τὰ καθήκοντα τῆς στρατιωτικῆς ὑπηρεσίας. Ἡ στρατιωτικὴ ἀστυνομία τῆς «Ἀντινομίας» Ἐπειδὴ δὲν εἶναι ἀπαραίτητον ὡς λέγεται νὰ καθίσῃ ἡ ἀστυνομία εἰς τὴν ἀνάγκην ὑπηρεσίαν, ὑπὸ τοῦ εἰσηγητοῦ τῆς ἐπιτροπῆς, νὰ ἀναλάβῃ τὴν διεύθυνσιν καὶ νὰ ἐπιβάλλῃ τὴν τάξιν. Ὁ νέος Ὀργανισμὸς κατὰ τὸν Ἀπρίλιον τοῦ 1901 ἐψηφίσθη, ἀλλὰ δὲν ἔχει τεθῇ εἰσέτι ἐν ἐφαρμογῇ. — [470, 1110, 706, 1304]
stomaxika-text-4: μετὰ ἀκριβεστάτην διάγνωσιν διὰ τῶν νεωτέρων ἐν τῇ ἐπιστήμῃ ἐφαρμοζομένων μεθόδων καὶ ἐπιτυχίαις ἐγγυῶμεναι ὁ — [728, 1544, 946, 1598]
poinika-text: ΚΑΚΟΥΡΓΙΟΔΙΚΕΙΟΝ. Τρίτη 7 Δεκεμβρίου ὥρᾳ 9 π. μ. δικάζεται ἡ «Αὶ Πλάγκα» κατηγορουμένη ἐπὶ ἀπόπειρᾳ φόνου. ΠΛΗΜΜΕΛΕΙΟΔΙΚΕΙΟΝ. Τρίτη 9 π. μ. ΠΤΑΙΣΜΑΤΟΔΙΚΕΙΟΝ. — [470, 846, 706, 915]
